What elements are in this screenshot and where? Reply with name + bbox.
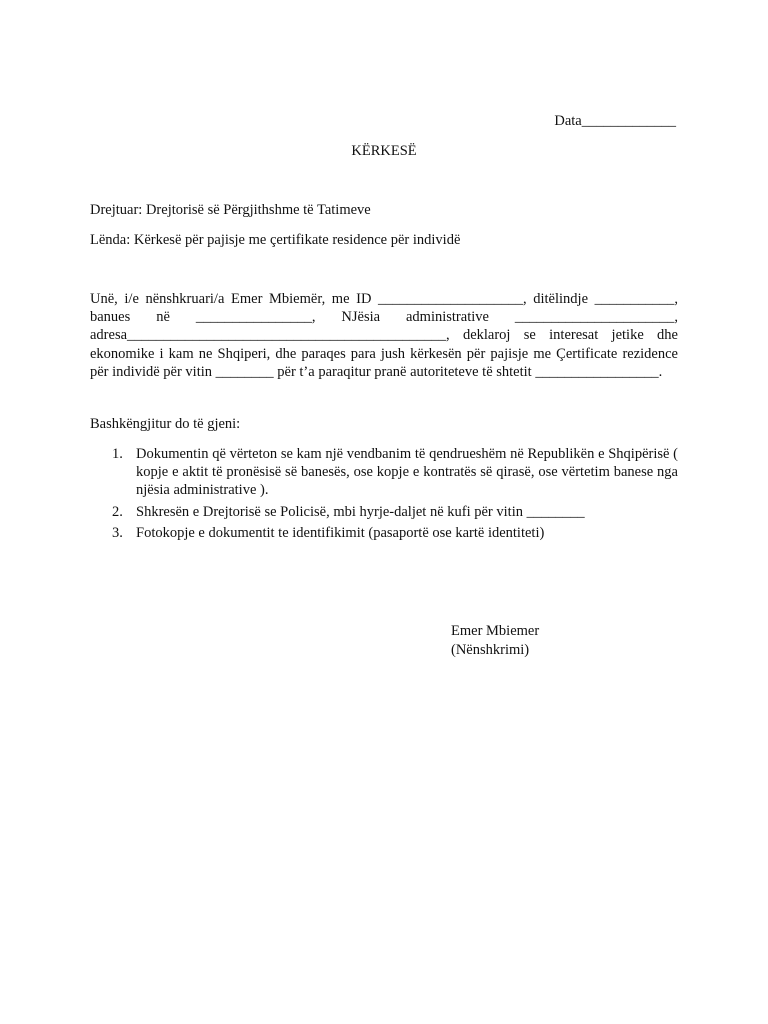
list-item-number: 2. [112, 503, 123, 520]
list-item-number: 3. [112, 524, 123, 541]
list-item [90, 445, 678, 500]
declaration-text: Unë, i/e nënshkruari/a Emer Mbiemër, me ID ____________________, ditëlindje ___________, banues në ________________, NJësia administrative ______________________, adresa____________________________________________, deklaroj se interesat jetike dhe ekonomike i kam ne Shqiperi, dhe paraqes para jush kërkesën për pajisje me Çertificate rezidence për individë për vitin ________ për t’a paraqitur pranë autoriteteve të shtetit _________________. [90, 291, 678, 380]
list-item-number: 1. [112, 446, 123, 462]
attachments-list [90, 445, 678, 545]
addressed-to: Drejtuar: Drejtorisë së Përgjithshme të Tatimeve [90, 202, 371, 218]
date-field: Data_____________ [554, 113, 676, 129]
list-item-text: Dokumentin që vërteton se kam një vendbanim të qendrueshëm në Republikën e Shqipërisë ( kopje e aktit të pronësisë së banesës, ose kopje e kontratës së qirasë, ose vërtetim banese nga njësia administrative ). [136, 446, 678, 499]
list-item [90, 503, 678, 521]
list-item-text: Shkresën e Drejtorisë se Policisë, mbi hyrje-daljet në kufi për vitin ________ [136, 503, 585, 520]
signature-label: (Nënshkrimi) [451, 642, 530, 658]
list-item-text: Fotokopje e dokumentit te identifikimit (pasaportë ose kartë identiteti) [136, 524, 545, 541]
document-title: KËRKESË [351, 143, 417, 159]
attachments-intro: Bashkëngjitur do të gjeni: [90, 416, 241, 432]
signature-block [451, 622, 539, 660]
list-item [90, 524, 678, 542]
signer-name: Emer Mbiemer [451, 623, 540, 639]
declaration-paragraph [90, 290, 678, 381]
subject-line: Lënda: Kërkesë për pajisje me çertifikate residence për individë [90, 232, 461, 248]
